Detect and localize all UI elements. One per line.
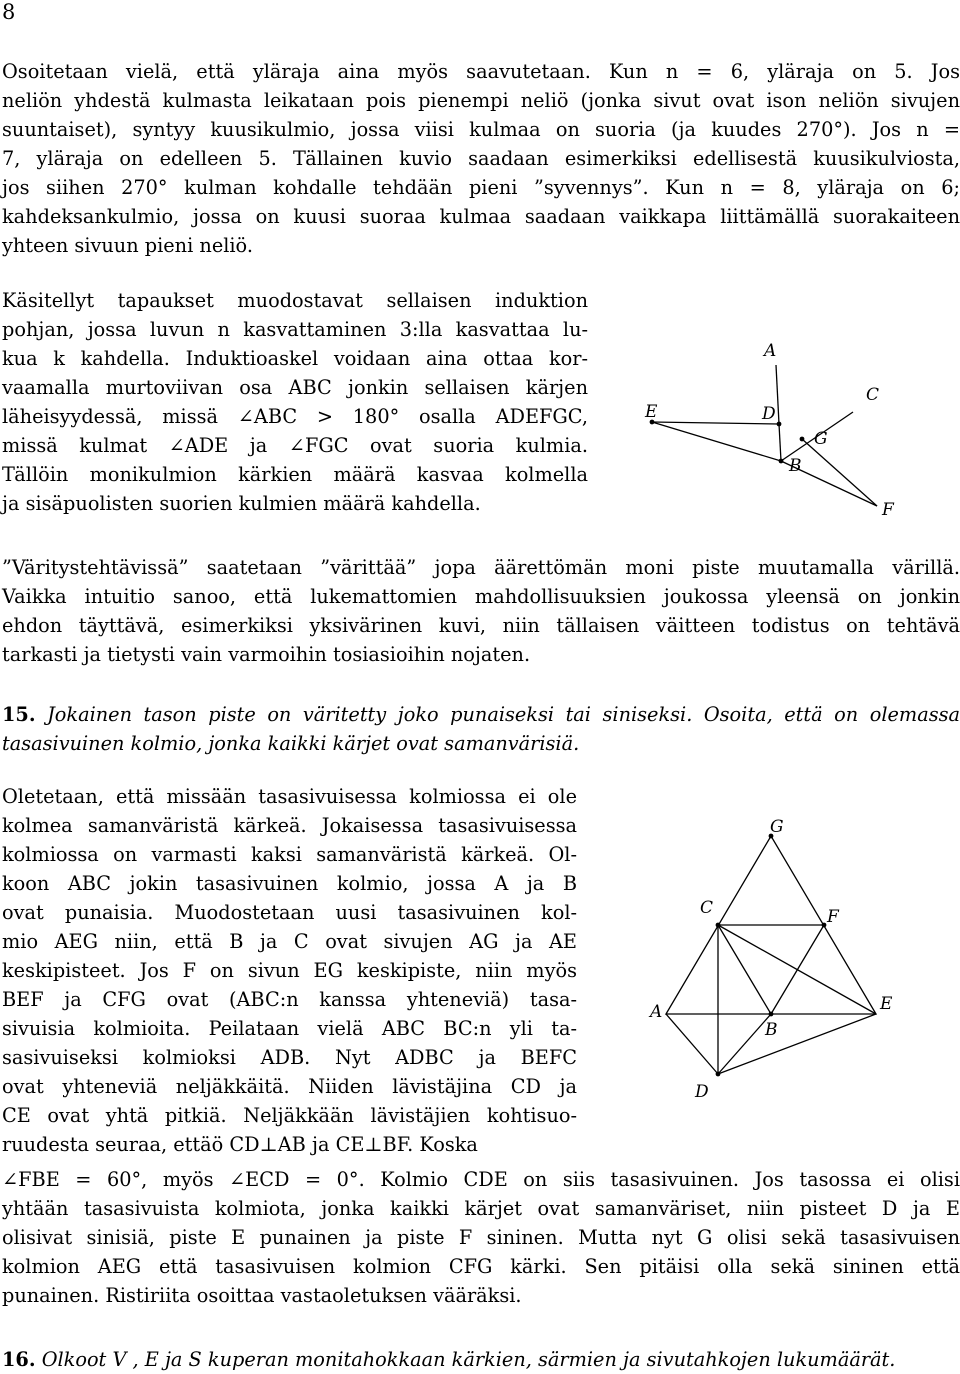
text-line: ovat punaisia. Muodostetaan uusi tasasivuinen kol- xyxy=(2,901,577,924)
text-line: Vaikka intuitio sanoo, että lukemattomien mahdollisuuksien joukossa yleensä on jonkin xyxy=(2,585,960,608)
segment-G-F xyxy=(802,439,877,506)
text-line: ja sisäpuolisten suorien kulmien määrä kahdella. xyxy=(2,492,481,515)
text-line: kolmiossa on varmasti kaksi samanväristä kärkeä. Ol- xyxy=(2,843,577,866)
problem-statement-line xyxy=(2,1345,960,1374)
problem-statement-line xyxy=(2,729,960,758)
problem-text: Jokainen tason piste on väritetty joko punaiseksi tai siniseksi. Osoita, että on olemassa xyxy=(47,703,960,726)
problem-text: tasasivuinen kolmio, jonka kaikki kärjet ovat samanvärisiä. xyxy=(2,732,580,755)
label-G: G xyxy=(814,429,828,449)
triangle-figure xyxy=(630,810,930,1110)
text-line: missä kulmat ∠ADE ja ∠FGC ovat suoria kulmia. xyxy=(2,434,588,457)
paragraph-coloring-intro xyxy=(2,553,960,669)
text-line: punainen. Ristiriita osoittaa vastaoletuksen vääräksi. xyxy=(2,1284,522,1307)
problem-16 xyxy=(2,1345,960,1374)
problem-statement-line xyxy=(2,700,960,729)
text-line: Käsitellyt tapaukset muodostavat sellaisen induktion xyxy=(2,289,588,312)
text-line: Osoitetaan vielä, että yläraja aina myös saavutetaan. Kun n = 6, yläraja on 5. Jos xyxy=(2,60,960,83)
paragraph-conclusion xyxy=(2,1165,960,1310)
text-line: mio AEG niin, että B ja C ovat sivujen AG ja AE xyxy=(2,930,577,953)
point-D xyxy=(716,1072,721,1077)
problem-number: 16. xyxy=(2,1348,36,1371)
segment-D-E xyxy=(718,1014,876,1074)
paragraph-induction xyxy=(2,286,588,518)
text-line: ruudesta seuraa, ettäö CD⊥AB ja CE⊥BF. Koska xyxy=(2,1133,478,1156)
text-line: Oletetaan, että missään tasasivuisessa kolmiossa ei ole xyxy=(2,785,577,808)
segment-E-D xyxy=(652,422,779,424)
text-line: Tällöin monikulmion kärkien määrä kasvaa kolmella xyxy=(2,463,588,486)
page-number: 8 xyxy=(2,0,16,24)
point-D xyxy=(777,422,782,427)
text-line: koon ABC jokin tasasivuinen kolmio, jossa A ja B xyxy=(2,872,577,895)
point-G xyxy=(800,437,805,442)
text-line: ”Väritystehtävissä” saatetaan ”värittää” jopa äärettömän moni piste muutamalla värillä. xyxy=(2,556,960,579)
label-D: D xyxy=(695,1082,709,1102)
text-line: kolmion AEG että tasasivuisen kolmion CFG kärki. Sen pitäisi olla sekä sininen että xyxy=(2,1255,960,1278)
point-C xyxy=(716,923,721,928)
text-line: ehdon täyttävä, esimerkiksi yksivärinen kuvi, niin tällaisen väitteen todistus on tehtävä xyxy=(2,614,960,637)
text-line: läheisyydessä, missä ∠ABC > 180° osalla ADEFGC, xyxy=(2,405,588,428)
segment-A-D xyxy=(666,1014,718,1074)
point-F xyxy=(822,923,827,928)
text-line: olisivat sinisiä, piste E punainen ja piste F sininen. Mutta nyt G olisi sekä tasasivuisen xyxy=(2,1226,960,1249)
label-A: A xyxy=(650,1002,663,1022)
text-line: jos siihen 270° kulman kohdalle tehdään pieni ”syvennys”. Kun n = 8, yläraja on 6; xyxy=(2,176,960,199)
label-C: C xyxy=(866,385,880,405)
label-G: G xyxy=(770,817,784,837)
text-line: suuntaiset), syntyy kuusikulmio, jossa viisi kulmaa on suoria (ja kuudes 270°). Jos n = xyxy=(2,118,960,141)
paragraph-proof xyxy=(2,782,577,1159)
problem-15 xyxy=(2,700,960,758)
text-line: ∠FBE = 60°, myös ∠ECD = 0°. Kolmio CDE on siis tasasivuinen. Jos tasossa ei olisi xyxy=(2,1168,960,1191)
segment-E-B xyxy=(652,422,781,461)
segment-A-D xyxy=(776,365,779,424)
text-line: BEF ja CFG ovat (ABC:n kanssa yhteneviä) tasa- xyxy=(2,988,577,1011)
text-line: kua k kahdella. Induktioaskel voidaan aina ottaa kor- xyxy=(2,347,588,370)
text-line: keskipisteet. Jos F on sivun EG keskipiste, niin myös xyxy=(2,959,577,982)
segment-D-B xyxy=(718,1014,771,1074)
segment-C-B xyxy=(718,925,771,1014)
text-line: CE ovat yhtä pitkiä. Neljäkkään lävistäjien kohtisuo- xyxy=(2,1104,577,1127)
segment-C-E xyxy=(718,925,876,1014)
label-E: E xyxy=(880,994,893,1014)
point-B xyxy=(779,459,784,464)
label-D: D xyxy=(762,404,776,424)
point-B xyxy=(769,1012,774,1017)
text-line: sivuisia kolmioita. Peilataan vielä ABC BC:n yli ta- xyxy=(2,1017,577,1040)
text-line: 7, yläraja on edelleen 5. Tällainen kuvio saadaan esimerkiksi edellisestä kuusikulviosta, xyxy=(2,147,960,170)
label-C: C xyxy=(700,898,714,918)
label-E: E xyxy=(645,402,658,422)
problem-text: Olkoot V , E ja S kuperan monitahokkaan kärkien, särmien ja sivutahkojen lukumäärät. xyxy=(41,1348,896,1371)
text-line: neliön yhdestä kulmasta leikataan pois pienempi neliö (jonka sivut ovat ison neliön sivujen xyxy=(2,89,960,112)
text-line: yhtään tasasivuista kolmiota, jonka kaikki kärjet ovat samanväriset, niin pisteet D ja E xyxy=(2,1197,960,1220)
text-line: tarkasti ja tietysti vain varmoihin tosiasioihin nojaten. xyxy=(2,643,531,666)
paragraph-upper-bound xyxy=(2,57,960,260)
text-line: pohjan, jossa luvun n kasvattaminen 3:lla kasvattaa lu- xyxy=(2,318,588,341)
label-B: B xyxy=(789,456,802,476)
label-F: F xyxy=(827,907,839,927)
text-line: yhteen sivuun pieni neliö. xyxy=(2,234,253,257)
text-line: vaamalla murtoviivan osa ABC jonkin sellaisen kärjen xyxy=(2,376,588,399)
text-line: kahdeksankulmio, jossa on kuusi suoraa kulmaa saadaan vaikkapa liittämällä suorakaiteen xyxy=(2,205,960,228)
text-line: ovat yhteneviä neljäkkäitä. Niiden lävistäjina CD ja xyxy=(2,1075,577,1098)
label-B: B xyxy=(765,1020,778,1040)
problem-number: 15. xyxy=(2,703,36,726)
segment-D-B xyxy=(779,424,781,461)
text-line: sasivuiseksi kolmioksi ADB. Nyt ADBC ja BEFC xyxy=(2,1046,577,1069)
polyline-figure xyxy=(630,330,930,530)
label-F: F xyxy=(882,500,894,520)
text-line: kolmea samanväristä kärkeä. Jokaisessa tasasivuisessa xyxy=(2,814,577,837)
label-A: A xyxy=(764,341,777,361)
